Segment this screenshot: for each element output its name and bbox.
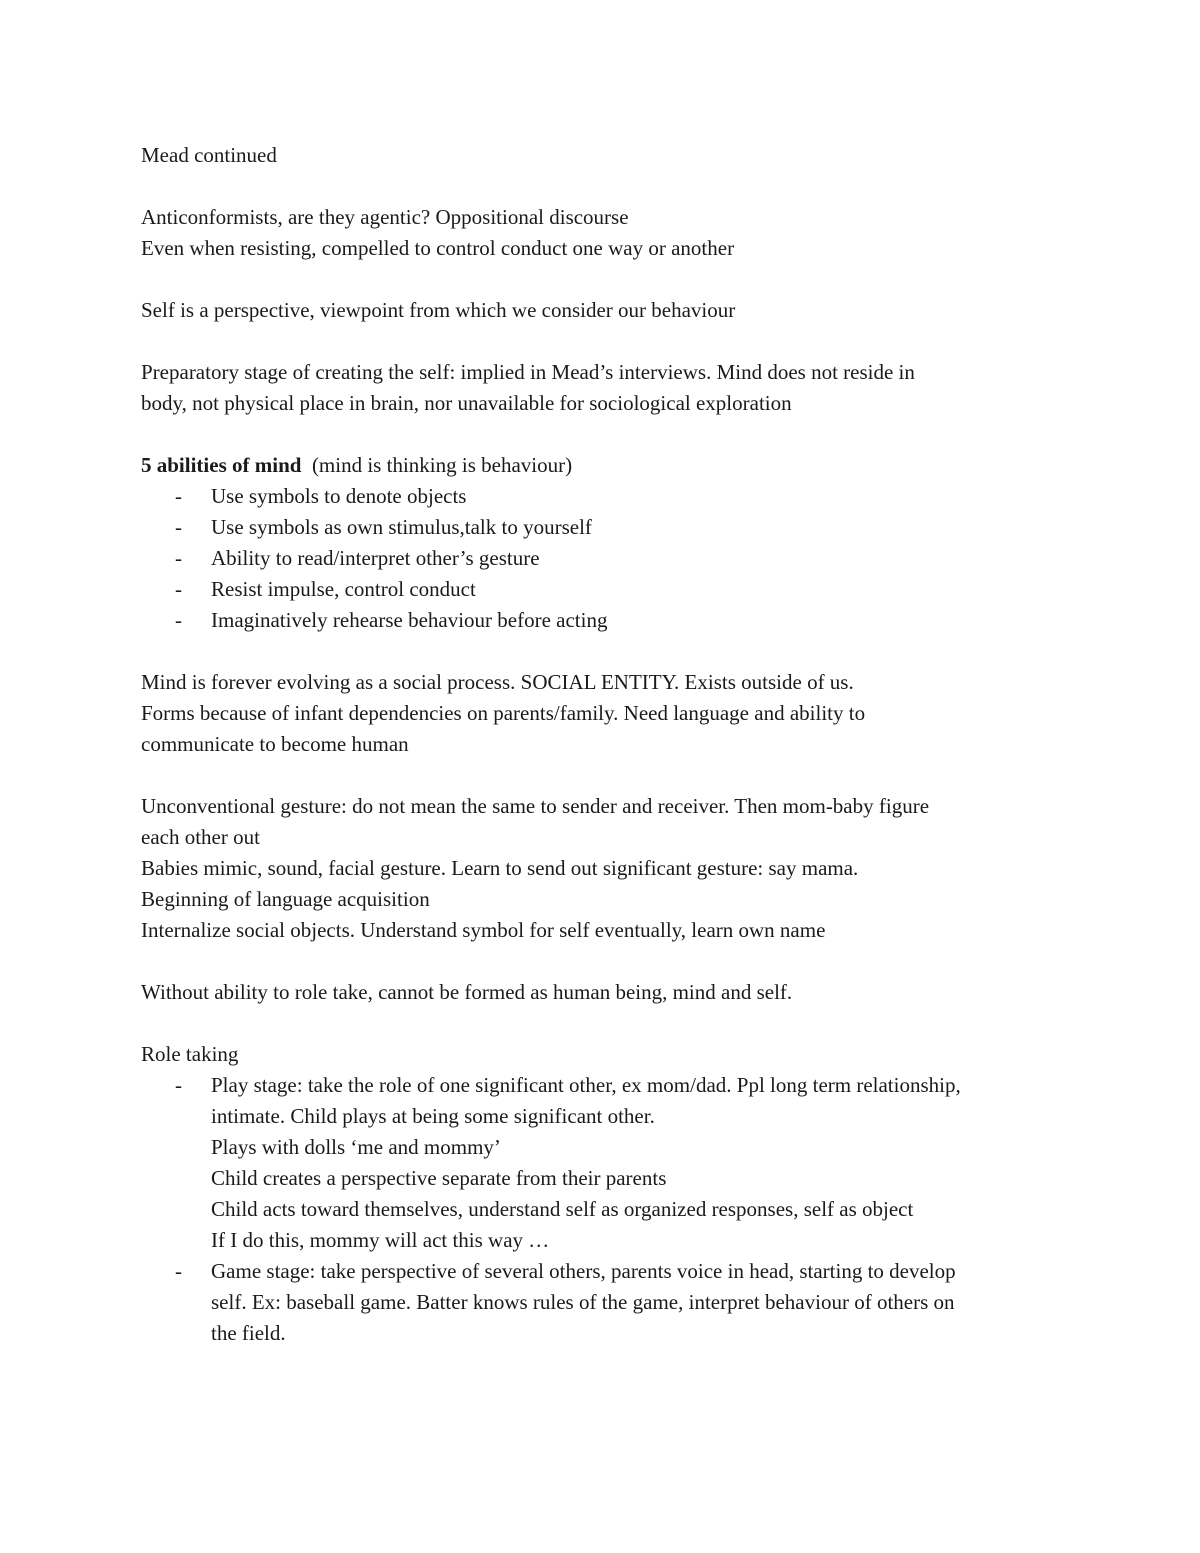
list-item-text: Use symbols as own stimulus,talk to yourself	[211, 515, 592, 539]
list-item	[141, 574, 1071, 605]
list-item-text: Resist impulse, control conduct	[211, 577, 476, 601]
paragraph-line: Without ability to role take, cannot be formed as human being, mind and self.	[141, 980, 793, 1004]
page-title: Mead continued	[141, 143, 277, 167]
list-item-text: If I do this, mommy will act this way …	[211, 1228, 550, 1252]
dash-bullet: -	[175, 1073, 182, 1097]
spacer	[141, 1008, 1071, 1039]
paragraph-line: communicate to become human	[141, 732, 409, 756]
abilities-heading	[141, 450, 1071, 481]
paragraph-line: body, not physical place in brain, nor unavailable for sociological exploration	[141, 391, 792, 415]
paragraph-line: Anticonformists, are they agentic? Oppositional discourse	[141, 205, 629, 229]
paragraph-line: Mind is forever evolving as a social process. SOCIAL ENTITY. Exists outside of us.	[141, 670, 854, 694]
list-item	[141, 481, 1071, 512]
spacer	[141, 326, 1071, 357]
spacer	[141, 419, 1071, 450]
list-item-text: Game stage: take perspective of several others, parents voice in head, starting to develop	[211, 1259, 956, 1283]
dash-bullet: -	[175, 577, 182, 601]
dash-bullet: -	[175, 546, 182, 570]
spacer	[141, 946, 1071, 977]
list-item-play-stage	[141, 1070, 1071, 1256]
spacer	[141, 264, 1071, 295]
list-item-text: intimate. Child plays at being some significant other.	[211, 1104, 655, 1128]
dash-bullet: -	[175, 1259, 182, 1283]
paragraph-line: each other out	[141, 825, 260, 849]
abilities-list	[141, 481, 1071, 636]
role-taking-heading: Role taking	[141, 1042, 239, 1066]
list-item	[141, 605, 1071, 636]
list-item-text: Play stage: take the role of one significant other, ex mom/dad. Ppl long term relationship,	[211, 1073, 961, 1097]
paragraph-line: Beginning of language acquisition	[141, 887, 430, 911]
dash-bullet: -	[175, 608, 182, 632]
list-item-text: Child acts toward themselves, understand self as organized responses, self as object	[211, 1197, 914, 1221]
list-item-text: Plays with dolls ‘me and mommy’	[211, 1135, 501, 1159]
abilities-heading-bold: 5 abilities of mind	[141, 453, 302, 477]
list-item-text: the field.	[211, 1321, 286, 1345]
list-item-text: self. Ex: baseball game. Batter knows rules of the game, interpret behaviour of others on	[211, 1290, 955, 1314]
dash-bullet: -	[175, 484, 182, 508]
list-item-text: Ability to read/interpret other’s gesture	[211, 546, 540, 570]
list-item-text: Use symbols to denote objects	[211, 484, 467, 508]
list-item-text: Child creates a perspective separate from their parents	[211, 1166, 667, 1190]
dash-bullet: -	[175, 515, 182, 539]
document-body	[141, 140, 1071, 1349]
list-item-game-stage	[141, 1256, 1071, 1349]
paragraph-line: Preparatory stage of creating the self: implied in Mead’s interviews. Mind does not reside in	[141, 360, 915, 384]
role-taking-list	[141, 1070, 1071, 1349]
paragraph-line: Internalize social objects. Understand symbol for self eventually, learn own name	[141, 918, 826, 942]
list-item	[141, 512, 1071, 543]
abilities-heading-note: (mind is thinking is behaviour)	[311, 453, 573, 477]
spacer	[141, 636, 1071, 667]
paragraph-line: Even when resisting, compelled to control conduct one way or another	[141, 236, 735, 260]
paragraph-line: Forms because of infant dependencies on parents/family. Need language and ability to	[141, 701, 866, 725]
list-item	[141, 543, 1071, 574]
paragraph-line: Babies mimic, sound, facial gesture. Learn to send out significant gesture: say mama.	[141, 856, 859, 880]
paragraph-line: Self is a perspective, viewpoint from which we consider our behaviour	[141, 298, 736, 322]
spacer	[141, 760, 1071, 791]
list-item-text: Imaginatively rehearse behaviour before acting	[211, 608, 608, 632]
paragraph-line: Unconventional gesture: do not mean the same to sender and receiver. Then mom-baby figure	[141, 794, 930, 818]
spacer	[141, 171, 1071, 202]
